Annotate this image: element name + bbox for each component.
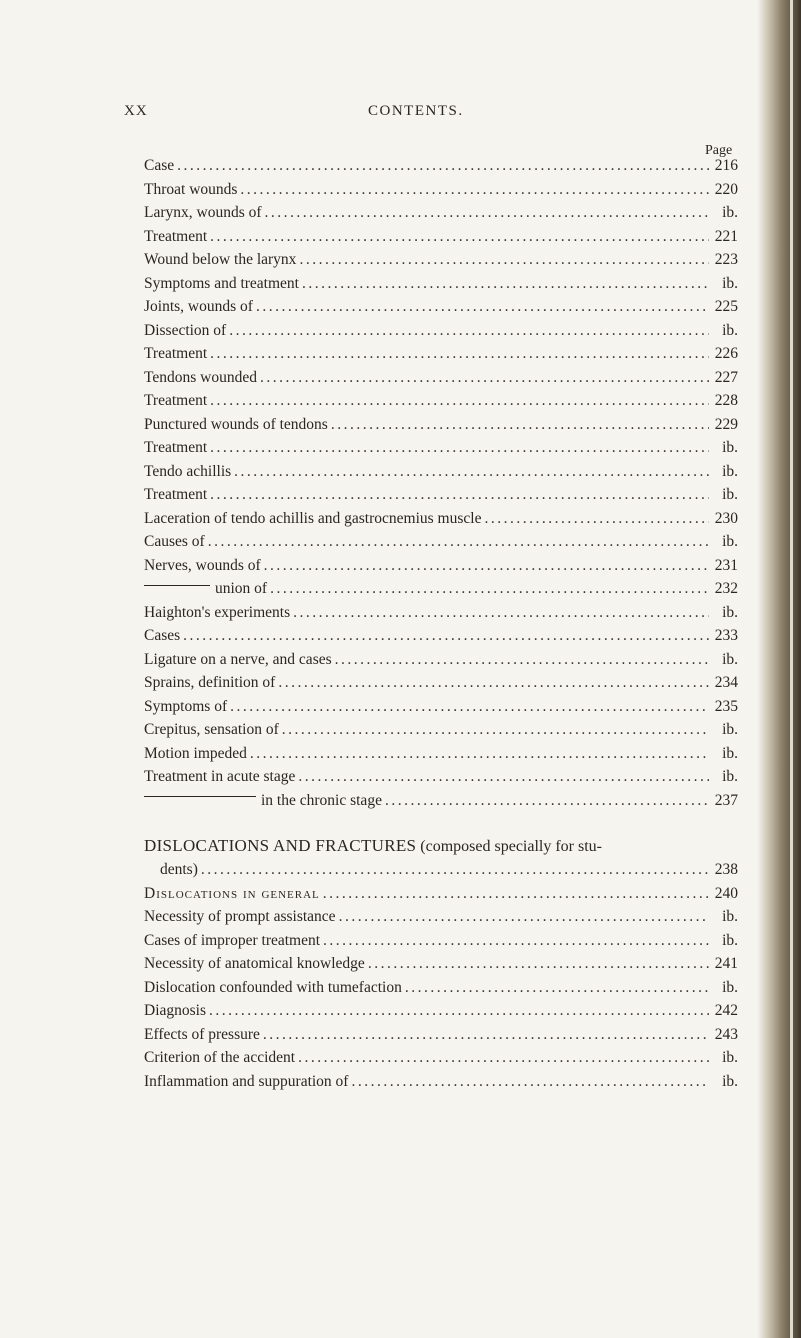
entry-label: Dislocations in general	[144, 884, 320, 902]
entry-text	[144, 1070, 348, 1094]
dot-leader	[278, 671, 709, 695]
section-heading	[144, 834, 738, 858]
dot-leader	[256, 295, 709, 319]
entry-text	[144, 905, 336, 929]
dot-leader	[265, 201, 709, 225]
toc-entry	[144, 601, 738, 625]
dot-leader	[229, 319, 709, 343]
entry-label: Treatment	[144, 486, 208, 503]
entry-page: 221	[714, 227, 738, 245]
ditto-rule	[144, 585, 210, 586]
dot-leader	[234, 460, 709, 484]
toc-entry	[144, 342, 738, 366]
entry-label: Effects of pressure	[144, 1025, 260, 1043]
entry-label: Necessity of prompt assistance	[144, 908, 336, 925]
dot-leader	[331, 413, 709, 437]
dot-leader	[368, 952, 709, 976]
section-note: (composed specially for stu-	[420, 838, 603, 855]
dot-leader	[250, 742, 709, 766]
entry-label: Laceration of tendo achillis and gastrocnemius muscle	[144, 509, 482, 527]
dot-leader	[210, 483, 709, 507]
entry-page: ib.	[722, 603, 738, 621]
entry-page: ib.	[722, 931, 738, 949]
dot-leader	[230, 695, 709, 719]
entry-text	[144, 577, 267, 601]
dot-leader	[323, 882, 709, 906]
entry-page: 240	[714, 884, 738, 902]
entry-label: Wound below the larynx	[144, 251, 297, 268]
entry-label: Treatment	[144, 227, 208, 245]
page-folio: XX	[124, 103, 148, 119]
toc-entry	[144, 389, 738, 413]
entry-text	[144, 342, 207, 366]
dot-leader	[183, 624, 709, 648]
entry-text	[144, 882, 320, 906]
toc-entry	[144, 225, 738, 249]
entry-label: Joints, wounds of	[144, 298, 253, 315]
entry-label: Symptoms of	[144, 697, 228, 715]
entry-page: 232	[714, 580, 738, 597]
dot-leader	[484, 507, 709, 531]
entry-label: Necessity of anatomical knowledge	[144, 955, 365, 972]
dot-leader	[299, 248, 709, 272]
entry-text	[144, 460, 231, 484]
entry-label: Haighton's experiments	[144, 603, 291, 621]
entry-page: ib.	[722, 274, 738, 292]
table-of-contents	[144, 154, 738, 1093]
entry-page: ib.	[722, 462, 738, 480]
entry-label: Tendo achillis	[144, 462, 232, 480]
entry-text	[144, 999, 206, 1023]
dot-leader	[263, 1023, 709, 1047]
entry-label: Causes of	[144, 533, 205, 550]
dot-leader	[323, 929, 709, 953]
entry-text	[144, 295, 253, 319]
entry-text	[144, 413, 328, 437]
toc-entry	[144, 554, 738, 578]
dot-leader	[177, 154, 709, 178]
entry-page: 243	[714, 1025, 738, 1043]
entry-label: Case	[144, 157, 175, 174]
entry-label: Treatment	[144, 439, 208, 456]
entry-label: Diagnosis	[144, 1002, 206, 1019]
entry-text	[144, 976, 402, 1000]
dot-leader	[282, 718, 709, 742]
dot-leader	[264, 554, 709, 578]
entry-text	[144, 483, 207, 507]
entry-label: Larynx, wounds of	[144, 204, 262, 221]
section-entries	[144, 882, 738, 1094]
entry-label: Nerves, wounds of	[144, 556, 261, 574]
toc-entry	[144, 295, 738, 319]
entry-page: 226	[714, 345, 738, 362]
entry-text	[144, 272, 299, 296]
entry-page: ib.	[722, 486, 738, 503]
entry-label: Cases of improper treatment	[144, 931, 321, 949]
toc-entry	[144, 695, 738, 719]
entry-page: 242	[714, 1002, 738, 1019]
entry-text	[144, 952, 365, 976]
entry-text	[144, 624, 180, 648]
entry-label: in the chronic stage	[261, 791, 382, 809]
dot-leader	[351, 1070, 709, 1094]
toc-entry	[144, 976, 738, 1000]
toc-entry	[144, 319, 738, 343]
dot-leader	[385, 789, 709, 813]
toc-entry	[144, 413, 738, 437]
entry-page: ib.	[722, 1049, 738, 1066]
entry-text	[144, 436, 207, 460]
entry-page: 220	[714, 180, 738, 198]
dot-leader	[293, 601, 709, 625]
entry-text	[144, 225, 207, 249]
entry-text	[144, 671, 275, 695]
entry-label: Sprains, definition of	[144, 674, 276, 691]
entry-label: union of	[215, 580, 268, 597]
toc-entry	[144, 507, 738, 531]
entry-page: 227	[714, 368, 738, 386]
toc-entry	[144, 648, 738, 672]
dot-leader	[210, 342, 709, 366]
running-head	[0, 103, 760, 129]
toc-entry	[144, 765, 738, 789]
entry-page: ib.	[722, 768, 738, 785]
entry-page: ib.	[722, 533, 738, 550]
entry-label: Inflammation and suppuration of	[144, 1072, 349, 1090]
toc-entry	[144, 530, 738, 554]
entry-label: Ligature on a nerve, and cases	[144, 650, 332, 668]
entry-text	[144, 530, 205, 554]
entry-page: 223	[714, 251, 738, 268]
toc-entry	[144, 577, 738, 601]
dot-leader	[270, 577, 709, 601]
entry-label: Criterion of the accident	[144, 1049, 296, 1066]
binding-shadow	[757, 0, 801, 1338]
entry-text	[144, 718, 279, 742]
toc-entry	[144, 742, 738, 766]
ditto-rule	[144, 796, 256, 797]
toc-entry	[144, 272, 738, 296]
entry-page: ib.	[722, 650, 738, 668]
entry-label: Treatment in acute stage	[144, 768, 296, 785]
section-title: DISLOCATIONS AND FRACTURES	[144, 836, 417, 855]
toc-entry	[144, 460, 738, 484]
entry-label: Punctured wounds of tendons	[144, 415, 328, 433]
toc-entry	[144, 436, 738, 460]
dot-leader	[208, 530, 709, 554]
dot-leader	[405, 976, 709, 1000]
toc-entry	[144, 154, 738, 178]
dot-leader	[298, 765, 709, 789]
entry-text	[144, 929, 320, 953]
toc-entry	[144, 1070, 738, 1094]
entry-page: ib.	[722, 439, 738, 456]
dot-leader	[335, 648, 709, 672]
entry-page: 238	[714, 861, 738, 878]
dot-leader	[210, 436, 709, 460]
entry-text	[144, 554, 261, 578]
entry-text: dents)	[160, 861, 198, 878]
entry-label: Motion impeded	[144, 744, 247, 762]
dot-leader	[209, 999, 709, 1023]
entry-page: ib.	[722, 1072, 738, 1090]
dot-leader	[210, 389, 709, 413]
entry-label: Dissection of	[144, 321, 227, 339]
entry-label: Dislocation confounded with tumefaction	[144, 978, 402, 996]
entry-page: 237	[714, 791, 738, 809]
entry-text	[144, 1046, 295, 1070]
entry-text	[144, 248, 296, 272]
dot-leader	[302, 272, 709, 296]
page-column-label: Page	[705, 143, 733, 158]
entry-text	[144, 648, 332, 672]
toc-entry	[144, 718, 738, 742]
entry-label: Throat wounds	[144, 180, 238, 198]
entry-page: 233	[714, 627, 738, 644]
toc-entry	[144, 671, 738, 695]
entry-page: 228	[714, 392, 738, 409]
toc-entry	[144, 1046, 738, 1070]
entry-page: ib.	[722, 204, 738, 221]
entry-page: 229	[714, 415, 738, 433]
entry-page: 225	[714, 298, 738, 315]
entry-page: ib.	[722, 744, 738, 762]
entry-page: 230	[714, 509, 738, 527]
entry-text	[144, 1023, 260, 1047]
dot-leader	[260, 366, 709, 390]
dot-leader	[339, 905, 709, 929]
entry-text	[144, 507, 481, 531]
toc-entry	[144, 999, 738, 1023]
entry-text	[144, 366, 257, 390]
entry-text	[144, 178, 237, 202]
entry-page: ib.	[722, 721, 738, 738]
toc-entry	[144, 882, 738, 906]
toc-entry	[144, 178, 738, 202]
entry-text	[144, 695, 227, 719]
entry-page: 216	[714, 157, 738, 174]
entry-text	[144, 201, 262, 225]
page-edge	[790, 0, 793, 1338]
entry-page: 241	[714, 955, 738, 972]
dot-leader	[201, 858, 709, 882]
toc-entry	[144, 905, 738, 929]
running-title: CONTENTS.	[368, 103, 464, 119]
entry-text	[144, 319, 226, 343]
entry-text	[144, 765, 295, 789]
dot-leader	[298, 1046, 709, 1070]
toc-entry	[144, 201, 738, 225]
entry-page: ib.	[722, 908, 738, 925]
entry-page: 235	[714, 697, 738, 715]
entry-text	[144, 789, 382, 813]
toc-entry	[144, 248, 738, 272]
toc-entry	[144, 952, 738, 976]
toc-entries	[144, 154, 738, 812]
entry-label: Symptoms and treatment	[144, 274, 299, 292]
entry-page: ib.	[722, 978, 738, 996]
entry-page: ib.	[722, 321, 738, 339]
entry-text	[144, 601, 290, 625]
toc-entry	[144, 1023, 738, 1047]
toc-entry	[144, 789, 738, 813]
entry-page: 231	[714, 556, 738, 574]
toc-entry	[144, 483, 738, 507]
toc-entry	[144, 624, 738, 648]
entry-label: Crepitus, sensation of	[144, 721, 279, 738]
entry-page: 234	[714, 674, 738, 691]
entry-label: Tendons wounded	[144, 368, 257, 386]
entry-label: Treatment	[144, 392, 208, 409]
entry-label: Cases	[144, 627, 181, 644]
toc-entry	[144, 929, 738, 953]
entry-text	[144, 742, 247, 766]
toc-entry	[144, 366, 738, 390]
entry-text	[144, 154, 174, 178]
entry-text	[144, 389, 207, 413]
dot-leader	[210, 225, 709, 249]
entry-label: Treatment	[144, 345, 208, 362]
dot-leader	[240, 178, 709, 202]
section-heading-continuation	[144, 858, 738, 882]
